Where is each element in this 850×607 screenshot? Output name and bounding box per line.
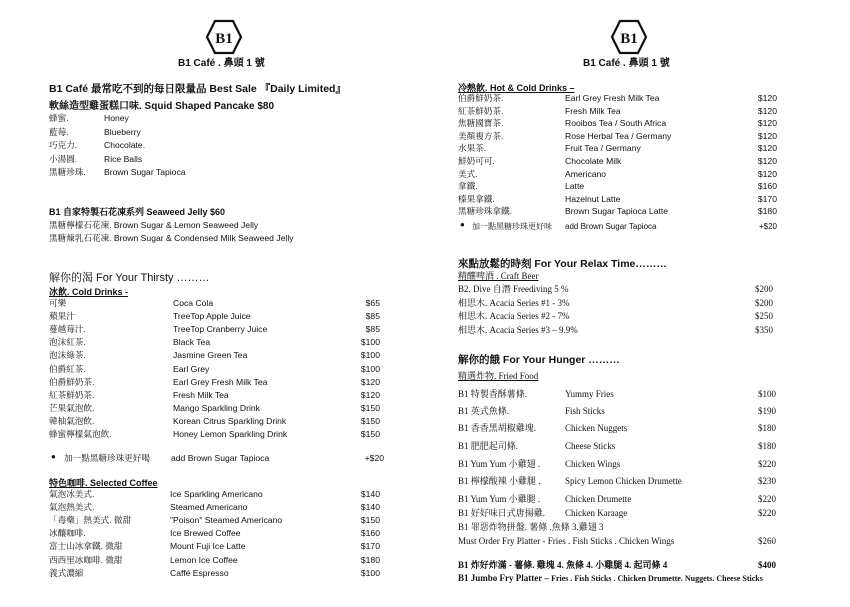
b1-logo-right — [610, 19, 648, 55]
item-en: Brown Sugar Tapioca Latte — [565, 206, 669, 217]
item-price: $160 — [360, 528, 380, 539]
item-zh: 義式濃縮 — [49, 567, 84, 578]
relax-title: 來點放鬆的時刻 For Your Relax Time……… — [458, 258, 667, 270]
item-price: $120 — [757, 105, 777, 116]
item-price: $220 — [758, 508, 776, 518]
item-en: Korean Citrus Sparkling Drink — [173, 415, 287, 426]
item-en: Fish Sticks — [565, 406, 605, 416]
item-en: Hazelnut Latte — [565, 193, 621, 204]
item-zh: 伯爵鮮奶茶. — [49, 376, 95, 387]
item-en: Mango Sparkling Drink — [173, 402, 260, 413]
item-price: $120 — [757, 156, 777, 166]
jumbo-line2-items: Fries . Fish Sticks . Chicken Drumette. Nuggets. Cheese Sticks — [551, 574, 763, 583]
thirsty-title: 解你的渴 For Your Thirsty ……… — [49, 272, 210, 284]
beer-price: $200 — [755, 284, 773, 294]
item-price: $220 — [758, 494, 776, 504]
item-zh: 蜂蜜. — [49, 113, 69, 123]
jelly-text: 黑糖煉乳石花凍. Brown Sugar & Condensed Milk Seaweed Jelly — [49, 233, 294, 243]
bullet-icon: ● — [51, 452, 56, 461]
item-price: $100 — [360, 567, 380, 578]
item-price: $120 — [360, 376, 380, 387]
jelly-title: B1 自家特製石花凍系列 Seaweed Jelly $60 — [49, 207, 226, 217]
item-price: $170 — [360, 541, 380, 552]
item-en: Fruit Tea / Germany — [565, 143, 641, 154]
coffee-title: 特色咖啡. Selected Coffee — [49, 478, 158, 488]
item-price: $150 — [360, 429, 380, 439]
addon-price: +$20 — [364, 453, 384, 463]
item-price: $140 — [360, 489, 380, 499]
jumbo-line2-title: B1 Jumbo Fry Platter – — [458, 573, 552, 583]
item-price: $120 — [757, 93, 777, 103]
item-price: $100 — [758, 389, 776, 399]
jumbo-price: $400 — [758, 560, 776, 570]
item-zh: 巧克力. — [49, 140, 78, 150]
item-zh: 伯爵鮮奶茶. — [458, 93, 504, 103]
item-en: Rose Herbal Tea / Germany — [565, 130, 672, 141]
svg-text:B1: B1 — [620, 31, 638, 47]
item-zh: 氣泡冰美式. — [49, 489, 95, 499]
item-zh: B1 肥肥起司條. — [458, 441, 519, 451]
addon-zh: 加一點黑糖珍珠更好味 — [472, 222, 552, 231]
beer-name: 相思木. Acacia Series #1 - 3% — [458, 297, 570, 308]
item-zh: 可樂 — [49, 298, 67, 308]
item-zh: 泡沫綠茶. — [49, 350, 86, 361]
hot-cold-drinks-title: 冷熱飲. Hot & Cold Drinks – — [458, 83, 575, 93]
pancake-title: 軟絲造型雞蛋糕口味. Squid Shaped Pancake $80 — [49, 101, 275, 112]
beer-name: 相思木. Acacia Series #2 - 7% — [458, 311, 570, 321]
item-en: Chocolate Milk — [565, 156, 622, 166]
item-zh: 韓柚氣泡飲. — [49, 415, 95, 426]
item-zh: 蔓越莓汁. — [49, 324, 86, 335]
item-zh: 泡沫紅茶. — [49, 337, 86, 348]
daily-limited-title: B1 Café 最常吃不到的每日限量品 Best Sale 『Daily Limited』 — [49, 83, 346, 95]
item-zh: B1 Yum Yum 小雞腿 . — [458, 494, 541, 504]
item-price: $100 — [360, 337, 380, 348]
item-price: $150 — [360, 515, 380, 526]
item-zh: 氣泡熱美式. — [49, 502, 95, 513]
beer-price: $350 — [755, 324, 773, 335]
item-zh: 黑糖珍珠拿鐵. — [458, 206, 512, 217]
item-price: $170 — [757, 193, 777, 204]
cold-drinks-title: 冰飲. Cold Drinks - — [49, 287, 129, 297]
item-price: $140 — [360, 502, 380, 513]
item-price: $85 — [365, 324, 380, 335]
item-en: Earl Grey — [173, 363, 210, 374]
item-zh: 榛果拿鐵. — [458, 193, 495, 204]
item-en: Chicken Drumette — [565, 494, 632, 504]
addon-en: add Brown Sugar Tapioca — [565, 222, 657, 231]
item-en: Lemon Ice Coffee — [170, 554, 238, 565]
item-price: $180 — [757, 206, 777, 217]
item-zh: 美式. — [458, 168, 478, 179]
item-zh: 富士山冰拿鐵. 微甜 — [49, 541, 123, 552]
item-price: $120 — [757, 143, 777, 154]
item-zh: B1 英式魚條. — [458, 406, 510, 416]
item-en: Chicken Karaage — [565, 508, 628, 518]
bullet-icon: ● — [460, 220, 465, 229]
item-en: Americano — [565, 168, 607, 179]
item-en: Chicken Wings — [565, 459, 621, 469]
item-en: Coca Cola — [173, 298, 214, 308]
item-zh: B1 香香黑胡椒雞塊. — [458, 423, 537, 433]
item-en: TreeTop Cranberry Juice — [173, 324, 268, 335]
item-zh: 芒果氣泡飲. — [49, 402, 95, 413]
item-zh: B1 好好味日式唐揚雞. — [458, 508, 546, 518]
brand-name-right: B1 Café . 鼻頭 1 號 — [583, 58, 670, 69]
item-en: Black Tea — [173, 337, 211, 348]
item-en: Earl Grey Fresh Milk Tea — [173, 376, 268, 387]
item-zh: B1 Yum Yum 小雞翅 . — [458, 459, 541, 469]
beer-name: 相思木. Acacia Series #3 – 9.9% — [458, 324, 578, 335]
item-en: Rooibos Tea / South Africa — [565, 118, 667, 129]
item-zh: B1 特製香酥薯條. — [458, 389, 528, 399]
item-en: Mount Fuji Ice Latte — [170, 541, 246, 552]
jelly-text: 黑糖檸檬石花凍. Brown Sugar & Lemon Seaweed Jelly — [49, 220, 259, 230]
item-zh: 小湯圓. — [49, 153, 78, 164]
platter-line2: Must Order Fry Platter - Fries . Fish Sticks . Chicken Wings — [458, 536, 675, 546]
item-zh: B1 檸檬酸辣 小雞腿 . — [458, 476, 541, 486]
fried-food-title: 精選炸物. Fried Food — [458, 371, 539, 381]
item-price: $120 — [757, 130, 777, 141]
item-zh: 藍莓. — [49, 126, 69, 137]
item-price: $220 — [758, 459, 776, 469]
item-en: Fresh Milk Tea — [565, 105, 621, 116]
item-price: $180 — [758, 441, 776, 451]
item-zh: 鮮奶可可. — [458, 156, 495, 166]
item-price: $85 — [365, 311, 380, 322]
craft-beer-title: 精釀啤酒 . Craft Beer — [458, 271, 539, 281]
item-zh: 蘋果汁 — [49, 311, 75, 322]
platter-price: $260 — [758, 536, 776, 546]
item-en: Latte — [565, 181, 585, 192]
item-price: $150 — [360, 415, 380, 426]
item-price: $230 — [758, 476, 776, 486]
item-en: Cheese Sticks — [565, 441, 616, 451]
item-zh: 黑糖珍珠. — [49, 167, 86, 177]
item-zh: 拿鐵. — [458, 181, 478, 192]
item-price: $65 — [365, 298, 380, 308]
item-en: Yummy Fries — [565, 389, 614, 399]
item-en: Brown Sugar Tapioca — [104, 167, 186, 177]
brand-name: B1 Café . 鼻頭 1 號 — [178, 58, 265, 69]
item-en: Honey — [104, 113, 129, 123]
item-en: Chicken Nuggets — [565, 423, 628, 433]
item-en: Earl Grey Fresh Milk Tea — [565, 93, 660, 103]
beer-name: B2. Dive 自潛 Freediving 5 % — [458, 284, 569, 294]
item-en: Fresh Milk Tea — [173, 389, 229, 400]
item-price: $120 — [757, 168, 777, 179]
item-en: Rice Balls — [104, 153, 143, 164]
item-en: Chocolate. — [104, 140, 146, 150]
item-en: Blueberry — [104, 126, 141, 137]
item-en: Ice Brewed Coffee — [170, 528, 241, 539]
item-zh: 紅茶鮮奶茶. — [49, 389, 95, 400]
item-zh: 美顏複方茶. — [458, 130, 504, 141]
item-price: $180 — [758, 423, 776, 433]
item-en: Ice Sparkling Americano — [170, 489, 263, 499]
hunger-title: 解你的餓 For Your Hunger ……… — [458, 354, 620, 366]
addon-en: add Brown Sugar Tapioca — [171, 453, 270, 463]
item-en: "Poison" Steamed Americano — [170, 515, 283, 526]
item-price: $100 — [360, 350, 380, 361]
hexagon-logo-icon — [610, 19, 648, 55]
item-en: TreeTop Apple Juice — [173, 311, 251, 322]
item-zh: 冰釀咖啡. — [49, 528, 86, 539]
item-zh: 水果茶. — [458, 143, 487, 154]
platter-line1: B1 罪惡炸物拼盤. 薯條 .魚條 3.雞翅 3 — [458, 522, 604, 532]
item-en: Caffé Espresso — [170, 567, 229, 578]
b1-logo — [205, 19, 243, 55]
item-zh: 蜂蜜檸檬氣泡飲. — [49, 429, 112, 439]
item-price: $120 — [360, 389, 380, 400]
item-en: Jasmine Green Tea — [173, 350, 248, 361]
item-en: Honey Lemon Sparkling Drink — [173, 429, 288, 439]
addon-price: +$20 — [758, 222, 777, 231]
jumbo-line2 — [458, 573, 763, 584]
hexagon-logo-icon — [205, 19, 243, 55]
item-en: Spicy Lemon Chicken Drumette — [565, 476, 682, 486]
jumbo-line1: B1 炸好炸滿 - 薯條. 雞塊 4. 魚條 4. 小雞腿 4. 起司條 4 — [458, 560, 668, 570]
beer-price: $250 — [755, 311, 773, 321]
addon-zh: 加一點黑糖珍珠更好喝 — [64, 453, 150, 463]
item-zh: 焦糖國寶茶. — [458, 118, 504, 129]
svg-text:B1: B1 — [215, 31, 233, 47]
item-zh: 西西里冰咖啡. 微甜 — [49, 554, 123, 565]
item-price: $190 — [758, 406, 776, 416]
item-zh: 紅茶鮮奶茶. — [458, 105, 504, 116]
item-price: $180 — [360, 554, 380, 565]
item-price: $100 — [360, 363, 380, 374]
item-price: $150 — [360, 402, 380, 413]
item-zh: 「毒藥」熱美式. 微甜 — [49, 515, 132, 526]
item-zh: 伯爵紅茶. — [49, 363, 86, 374]
item-price: $160 — [757, 181, 777, 192]
beer-price: $200 — [755, 297, 773, 308]
item-en: Steamed Americano — [170, 502, 248, 513]
item-price: $120 — [757, 118, 777, 129]
